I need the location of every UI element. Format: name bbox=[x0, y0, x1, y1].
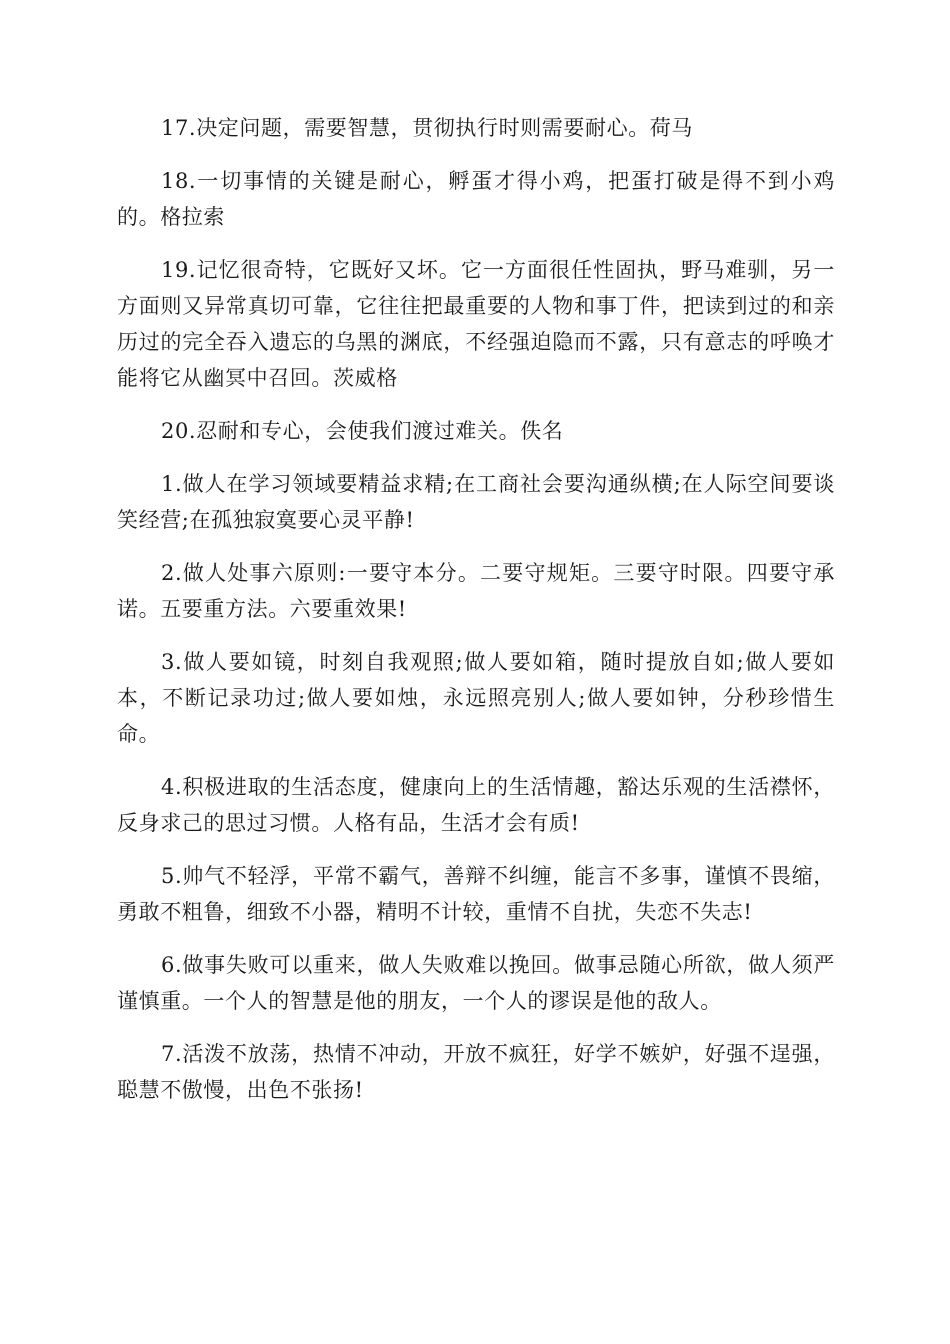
paragraph-5: 5.帅气不轻浮，平常不霸气，善辩不纠缠，能言不多事，谨慎不畏缩，勇敢不粗鲁，细致不小器，精明不计较，重情不自扰，失恋不失志! bbox=[117, 864, 835, 924]
paragraph-1: 1.做人在学习领域要精益求精;在工商社会要沟通纵横;在人际空间要谈笑经营;在孤独寂寞要心灵平静! bbox=[117, 472, 835, 532]
paragraph-7: 7.活泼不放荡，热情不冲动，开放不疯狂，好学不嫉妒，好强不逞强，聪慧不傲慢，出色不张扬! bbox=[117, 1042, 835, 1102]
paragraph-6: 6.做事失败可以重来，做人失败难以挽回。做事忌随心所欲，做人须严谨慎重。一个人的智慧是他的朋友，一个人的谬误是他的敌人。 bbox=[117, 953, 835, 1013]
paragraph-19: 19.记忆很奇特，它既好又坏。它一方面很任性固执，野马难驯，另一方面则又异常真切可靠，它往往把最重要的人物和事丁件，把读到过的和亲历过的完全吞入遗忘的乌黑的渊底，不经强迫隐而不露，只有意志的呼唤才能将它从幽冥中召回。茨威格 bbox=[117, 258, 835, 390]
paragraph-4: 4.积极进取的生活态度，健康向上的生活情趣，豁达乐观的生活襟怀，反身求己的思过习惯。人格有品，生活才会有质! bbox=[117, 775, 835, 835]
paragraph-3: 3.做人要如镜，时刻自我观照;做人要如箱，随时提放自如;做人要如本，不断记录功过;做人要如烛，永远照亮别人;做人要如钟，分秒珍惜生命。 bbox=[117, 650, 835, 746]
paragraph-18: 18.一切事情的关键是耐心，孵蛋才得小鸡，把蛋打破是得不到小鸡的。格拉索 bbox=[117, 169, 835, 229]
paragraph-2: 2.做人处事六原则:一要守本分。二要守规矩。三要守时限。四要守承诺。五要重方法。六要重效果! bbox=[117, 561, 835, 621]
paragraph-17: 17.决定问题，需要智慧，贯彻执行时则需要耐心。荷马 bbox=[161, 116, 693, 140]
paragraph-20: 20.忍耐和专心，会使我们渡过难关。佚名 bbox=[161, 419, 564, 443]
document-body bbox=[117, 110, 835, 1125]
